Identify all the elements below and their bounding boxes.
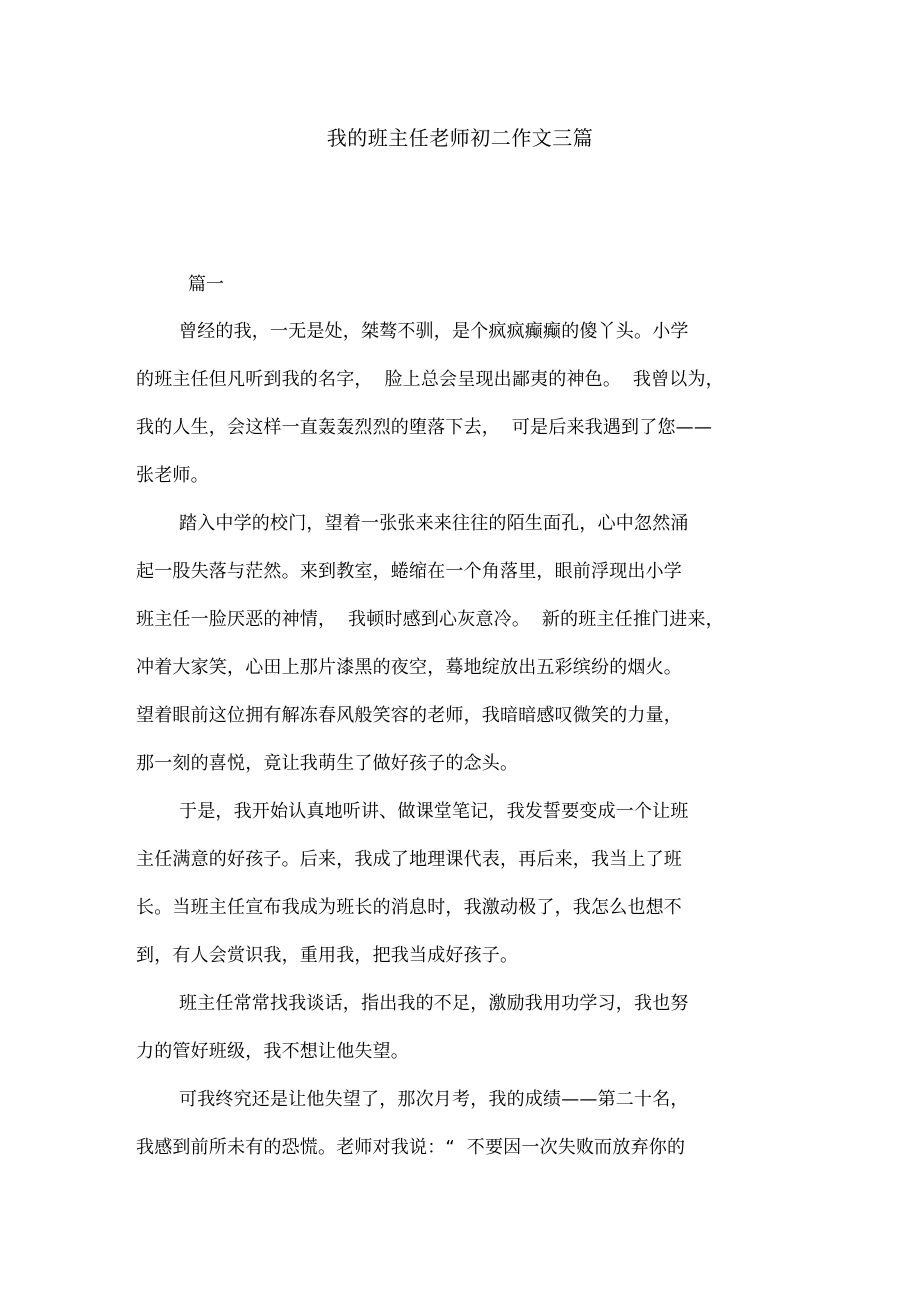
paragraph-line: 长。当班主任宣布我成为班长的消息时，我激动极了，我怎么也想不 bbox=[136, 897, 682, 918]
paragraph-line: 到，有人会赏识我，重用我，把我当成好孩子。 bbox=[136, 945, 519, 966]
paragraph-line: 的班主任但凡听到我的名字， 脸上总会呈现出鄙夷的神色。 我曾以为， bbox=[136, 369, 724, 390]
paragraph-line: 起一股失落与茫然。来到教室，蜷缩在一个角落里，眼前浮现出小学 bbox=[136, 561, 682, 582]
document-title: 我的班主任老师初二作文三篇 bbox=[326, 126, 594, 150]
paragraph-line: 望着眼前这位拥有解冻春风般笑容的老师，我暗暗感叹微笑的力量， bbox=[136, 705, 682, 726]
paragraph-line: 可我终究还是让他失望了，那次月考，我的成绩——第二十名， bbox=[179, 1089, 689, 1110]
paragraph-line: 于是，我开始认真地听讲、做课堂笔记，我发誓要变成一个让班 bbox=[179, 801, 689, 822]
paragraph-line: 我感到前所未有的恐慌。老师对我说：“ 不要因一次失败而放弃你的 bbox=[136, 1137, 686, 1158]
paragraph-line: 力的管好班级，我不想让他失望。 bbox=[136, 1041, 409, 1062]
paragraph-line: 那一刻的喜悦，竟让我萌生了做好孩子的念头。 bbox=[136, 753, 519, 774]
paragraph-line: 踏入中学的校门，望着一张张来来往往的陌生面孔，心中忽然涌 bbox=[179, 513, 689, 534]
section-heading: 篇一 bbox=[188, 274, 224, 295]
paragraph-line: 班主任一脸厌恶的神情， 我顿时感到心灰意冷。 新的班主任推门进来， bbox=[136, 609, 724, 630]
paragraph-line: 曾经的我，一无是处，桀骜不驯，是个疯疯癫癫的傻丫头。小学 bbox=[179, 321, 689, 342]
paragraph-line: 冲着大家笑，心田上那片漆黑的夜空，蓦地绽放出五彩缤纷的烟火。 bbox=[136, 657, 682, 678]
paragraph-line: 班主任常常找我谈话，指出我的不足，激励我用功学习，我也努 bbox=[179, 993, 689, 1014]
paragraph-line: 张老师。 bbox=[136, 465, 209, 486]
paragraph-line: 主任满意的好孩子。后来，我成了地理课代表，再后来，我当上了班 bbox=[136, 849, 682, 870]
paragraph-line: 我的人生，会这样一直轰轰烈烈的堕落下去， 可是后来我遇到了您—— bbox=[136, 417, 713, 438]
